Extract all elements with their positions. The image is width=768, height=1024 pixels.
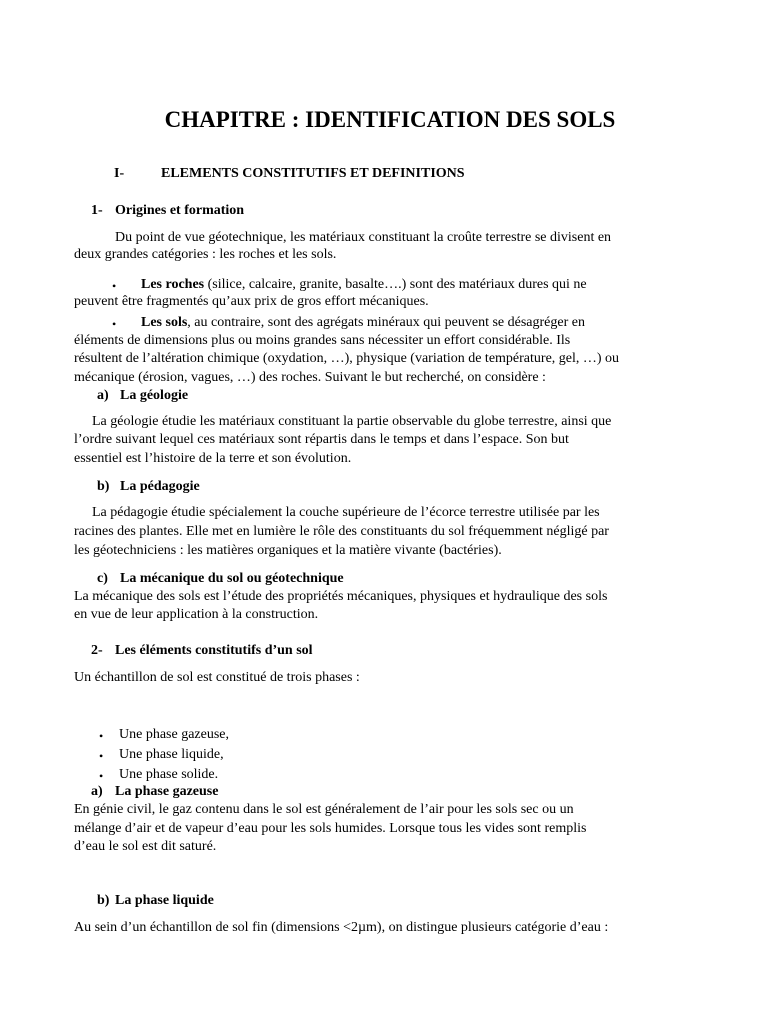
page-title: CHAPITRE : IDENTIFICATION DES SOLS <box>164 107 616 132</box>
paragraph-line: mélange d’air et de vapeur d’eau pour les sols humides. Lorsque tous les vides sont remplis <box>74 821 587 836</box>
item-title: La phase gazeuse <box>115 784 219 799</box>
paragraph-line: En génie civil, le gaz contenu dans le sol est généralement de l’air pour les sols sec ou un <box>74 802 574 817</box>
bullet-text: , au contraire, sont des agrégats minéraux qui peuvent se désagréger en <box>187 315 585 330</box>
item-label: a) <box>97 388 109 403</box>
section-number: I- <box>114 166 125 181</box>
item-label: a) <box>91 784 103 799</box>
paragraph-line: mécanique (érosion, vagues, …) des roches. Suivant le but recherché, on considère : <box>74 370 546 385</box>
item-title: La phase liquide <box>115 893 214 908</box>
subsection-title: Les éléments constitutifs d’un sol <box>115 643 313 658</box>
paragraph-line: deux grandes catégories : les roches et les sols. <box>74 247 337 262</box>
paragraph-line: les géotechniciens : les matières organiques et la matière vivante (bactéries). <box>74 543 502 558</box>
paragraph-line: racines des plantes. Elle met en lumière le rôle des constituants du sol fréquemment négligé par <box>74 524 609 539</box>
paragraph-line: La pédagogie étudie spécialement la couche supérieure de l’écorce terrestre utilisée par les <box>92 505 600 520</box>
paragraph-line: essentiel est l’histoire de la terre et son évolution. <box>74 451 352 466</box>
paragraph-line: en vue de leur application à la construction. <box>74 607 319 622</box>
paragraph-line: éléments de dimensions plus ou moins grandes sans nécessiter un effort considérable. Ils <box>74 333 571 348</box>
bullet-icon: • <box>112 279 117 293</box>
item-title: La géologie <box>120 388 189 403</box>
item-title: La pédagogie <box>120 479 200 494</box>
section-title: ELEMENTS CONSTITUTIFS ET DEFINITIONS <box>161 166 465 181</box>
bullet-text: (silice, calcaire, granite, basalte….) sont des matériaux dures qui ne <box>204 277 587 292</box>
list-item: Une phase gazeuse, <box>119 727 230 742</box>
item-label: c) <box>97 571 108 586</box>
item-title: La mécanique du sol ou géotechnique <box>120 571 344 586</box>
subsection-number: 1- <box>91 203 103 218</box>
paragraph-line: La géologie étudie les matériaux constituant la partie observable du globe terrestre, ainsi que <box>92 414 612 429</box>
paragraph-line: Un échantillon de sol est constitué de trois phases : <box>74 670 360 685</box>
term-sols: Les sols <box>141 315 188 330</box>
item-label: b) <box>97 479 110 494</box>
paragraph-line: résultent de l’altération chimique (oxydation, …), physique (variation de température, gel, …) ou <box>74 351 620 366</box>
list-item: Une phase liquide, <box>119 747 224 762</box>
bullet-text-roches <box>141 276 587 294</box>
bullet-text-sols <box>141 314 585 332</box>
paragraph-line: peuvent être fragmentés qu’aux prix de gros effort mécaniques. <box>74 294 429 309</box>
subsection-number: 2- <box>91 643 103 658</box>
bullet-icon: • <box>99 729 104 743</box>
bullet-icon: • <box>99 769 104 783</box>
term-roches: Les roches <box>141 277 205 292</box>
paragraph-line: d’eau le sol est dit saturé. <box>74 839 217 854</box>
paragraph-line: Du point de vue géotechnique, les matériaux constituant la croûte terrestre se divisent en <box>115 230 612 245</box>
bullet-icon: • <box>112 317 117 331</box>
subsection-title: Origines et formation <box>115 203 245 218</box>
list-item: Une phase solide. <box>119 767 219 782</box>
paragraph-line: La mécanique des sols est l’étude des propriétés mécaniques, physiques et hydraulique des sols <box>74 589 608 604</box>
paragraph-line: Au sein d’un échantillon de sol fin (dimensions <2µm), on distingue plusieurs catégorie d’eau : <box>74 920 609 935</box>
item-label: b) <box>97 893 110 908</box>
paragraph-line: l’ordre suivant lequel ces matériaux sont répartis dans le temps et dans l’espace. Son but <box>74 432 569 447</box>
bullet-icon: • <box>99 749 104 763</box>
